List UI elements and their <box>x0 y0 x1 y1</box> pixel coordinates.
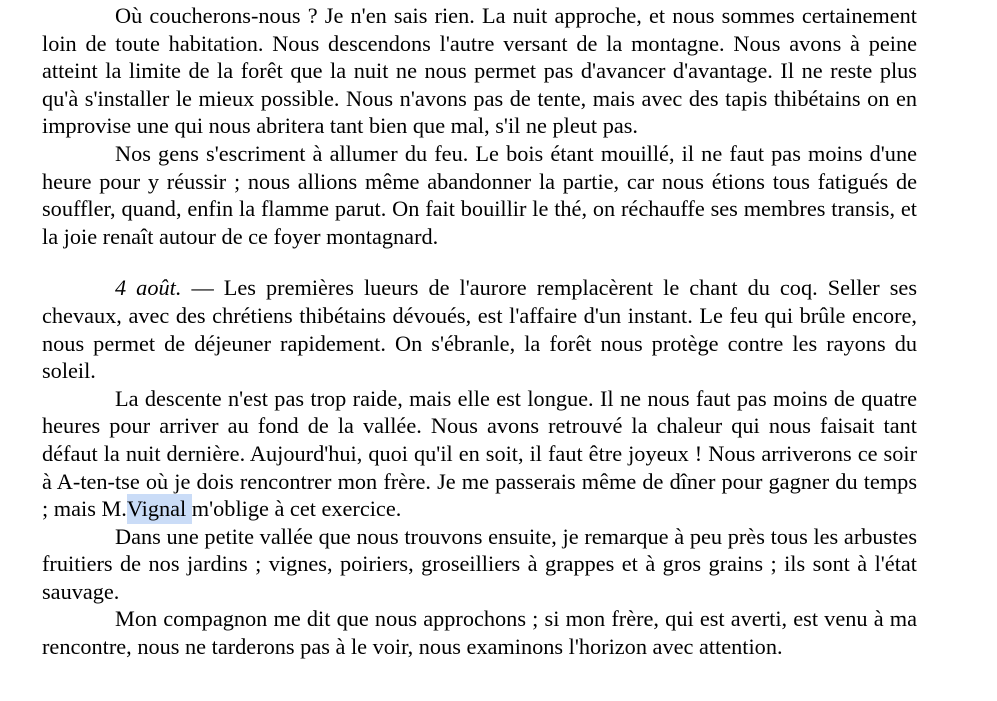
selection-highlight[interactable]: Vignal <box>127 494 192 524</box>
paragraph-descent-text-after[interactable]: m'oblige à cet exercice. <box>191 496 402 522</box>
paragraph-descent-text-before[interactable]: La descente n'est pas trop raide, mais elle est longue. Il ne nous faut pas moins de quatre heures pour arriver au fond de la vallée. Nous avons retrouvé la chaleur qui nous faisait tant défaut la nuit dernière. Aujourd'hui, quoi qu'il en soit, il faut être joyeux ! Nous arriverons ce soir à A-ten-tse où je dois rencontrer mon frère. Je me passerais même de dîner pour gagner du temps ; mais M. <box>42 385 917 522</box>
document-page[interactable] <box>42 2 917 661</box>
paragraph-valley-fruits[interactable] <box>42 523 917 606</box>
paragraph-campfire-text[interactable]: Nos gens s'escriment à allumer du feu. Le bois étant mouillé, il ne faut pas moins d'une heure pour y réussir ; nous allions même abandonner la partie, car nous étions tous fatigués de souffler, quand, enfin la flamme parut. On fait bouillir le thé, on réchauffe ses membres transis, et la joie renaît autour de ce foyer montagnard. <box>42 140 917 249</box>
paragraph-valley-fruits-text[interactable]: Dans une petite vallée que nous trouvons ensuite, je remarque à peu près tous les arbustes fruitiers de nos jardins ; vignes, poiriers, groseilliers à grappes et à gros grains ; ils sont à l'état sauvage. <box>42 523 917 604</box>
paragraph-night-camp-text[interactable]: Où coucherons-nous ? Je n'en sais rien. La nuit approche, et nous sommes certainement loin de toute habitation. Nous descendons l'autre versant de la montagne. Nous avons à peine atteint la limite de la forêt que la nuit ne nous permet pas d'avancer d'avantage. Il ne reste plus qu'à s'installer le mieux possible. Nous n'avons pas de tente, mais avec des tapis thibétains on en improvise une qui nous abritera tant bien que mal, s'il ne pleut pas. <box>42 3 917 139</box>
paragraph-journal-entry-text[interactable]: — Les premières lueurs de l'aurore remplacèrent le chant du coq. Seller ses chevaux, avec des chrétiens thibétains dévoués, est l'affaire d'un instant. Le feu qui brûle encore, nous permet de déjeuner rapidement. On s'ébranle, la forêt nous protège contre les rayons du soleil. <box>42 275 918 384</box>
paragraph-night-camp[interactable] <box>42 2 917 140</box>
paragraph-descent[interactable] <box>42 385 917 523</box>
paragraph-campfire[interactable] <box>42 140 917 250</box>
journal-entry-date[interactable]: 4 août. <box>115 275 182 301</box>
paragraph-approach-text[interactable]: Mon compagnon me dit que nous approchons ; si mon frère, qui est averti, est venu à ma rencontre, nous ne tarderons pas à le voir, nous examinons l'horizon avec attention. <box>42 606 917 660</box>
paragraph-approach[interactable] <box>42 605 917 660</box>
paragraph-journal-entry-4-aout[interactable] <box>42 274 917 384</box>
